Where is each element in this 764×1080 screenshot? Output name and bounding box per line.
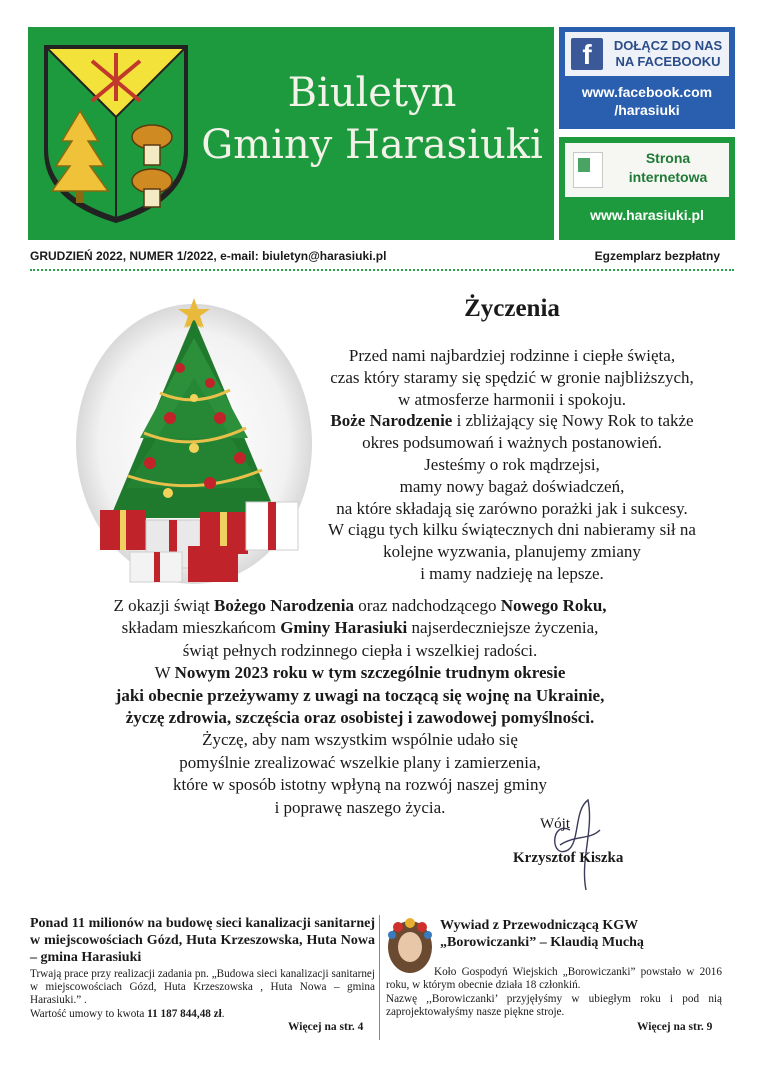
facebook-banner[interactable] — [559, 27, 735, 129]
facebook-url-line-2: /harasiuki — [614, 102, 680, 118]
wishes-bold: Nowego Roku, — [500, 596, 607, 615]
issue-info: GRUDZIEŃ 2022, NUMER 1/2022, e-mail: biuletyn@harasiuki.pl — [30, 249, 387, 263]
article-title-line-1: Wywiad z Przewodniczącą KGW — [440, 918, 639, 933]
wishes-text: Z okazji świąt — [113, 596, 215, 615]
wishes-text: najserdeczniejsze życzenia, — [407, 618, 599, 638]
contract-value: 11 187 844,48 zł — [147, 1007, 222, 1020]
free-copy-note: Egzemplarz bezpłatny — [594, 249, 720, 263]
handwritten-signature — [540, 790, 610, 900]
article-text: Nazwę ,,Borowiczanki’ przyjęłyśmy w ubiegłym roku i pod nią zaprojektowałyśmy nasze piękne stroje. — [386, 992, 722, 1019]
article-title-line-2: „Borowiczanki” – Klaudią Muchą — [440, 935, 644, 950]
wishes-line: pomyślnie zrealizować wszelkie plany i zamierzenia, — [179, 752, 541, 772]
wishes-line: życzę zdrowia, szczęścia oraz osobistej i zawodowej pomyślności. — [125, 708, 595, 728]
website-label-line-2: internetowa — [628, 169, 708, 185]
wishes-line: i poprawę naszego życia. — [274, 797, 446, 817]
join-line-1: DOŁĄCZ DO NAS — [613, 38, 723, 53]
wishes-line: świąt pełnych rodzinnego ciepła i wszelkiej radości. — [182, 640, 538, 660]
wishes-line: Jesteśmy o rok mądrzejsi, — [424, 454, 600, 474]
divider — [30, 269, 734, 271]
website-banner[interactable] — [559, 137, 735, 240]
facebook-url[interactable] — [559, 83, 735, 119]
join-line-2: NA FACEBOOKU — [615, 54, 721, 69]
article-text: . — [221, 1007, 225, 1020]
wishes-line: na które składają się zarówno porażki jak i sukcesy. — [336, 498, 688, 518]
website-label — [609, 149, 727, 187]
article-text: Koło Gospodyń Wiejskich „Borowiczanki” powstało w 2016 roku, w którym obecnie działa 18 członkiń. — [386, 966, 722, 992]
facebook-join-text — [609, 38, 727, 70]
wishes-bold: Nowym 2023 roku w tym szczególnie trudnym okresie — [174, 663, 566, 683]
wishes-text: W — [154, 663, 175, 683]
wishes-line — [60, 662, 660, 684]
wishes-line: mamy nowy bagaż doświadczeń, — [399, 476, 625, 496]
article-text: Wartość umowy to kwota — [30, 1007, 148, 1020]
title-line-2: Gminy Harasiuki — [201, 122, 543, 168]
wishes-line: i mamy nadzieję na lepsze. — [420, 563, 604, 583]
newsletter-title — [196, 67, 548, 171]
wishes-line — [60, 595, 660, 617]
article-body — [30, 968, 375, 1021]
wishes-line — [60, 617, 660, 639]
wishes-line: jaki obecnie przeżywamy z uwagi na toczącą się wojnę na Ukrainie, — [115, 685, 605, 705]
article-title: Ponad 11 milionów na budowę sieci kanalizacji sanitarnej w miejscowościach Gózd, Huta Krzeszowska, Huta Nowa – gmina Harasiuki — [30, 916, 375, 965]
wishes-line: kolejne wyzwania, planujemy zmiany — [383, 542, 641, 562]
column-divider — [379, 915, 380, 1040]
wishes-text: składam mieszkańcom — [121, 618, 281, 638]
signature-role: Wójt — [540, 816, 570, 832]
article-text: Trwają prace przy realizacji zadania pn. „Budowa sieci kanalizacji sanitarnej w miejscowościach Gózd, Huta Krzeszowska , Huta Nowa – gmina Harasiuki.” . — [30, 968, 375, 1007]
wishes-line: które w sposób istotny wpłyną na rozwój naszej gminy — [173, 775, 547, 795]
wishes-text: i zbliżający się Nowy Rok to także — [452, 411, 694, 431]
christmas-tree-image — [70, 298, 318, 590]
christmas-bold: Boże Narodzenie — [330, 411, 453, 431]
read-more-page-4[interactable]: Więcej na str. 4 — [288, 1021, 364, 1033]
wishes-line — [300, 410, 724, 432]
website-thumbnail-icon — [573, 152, 603, 188]
wishes-bold: Bożego Narodzenia — [214, 596, 354, 615]
website-panel — [565, 143, 729, 197]
wishes-line: Życzę, aby nam wszystkim wspólnie udało się — [202, 730, 518, 750]
coat-of-arms-icon — [40, 41, 192, 226]
wishes-line: Przed nami najbardziej rodzinne i ciepłe święta, — [348, 346, 676, 365]
signature-name: Krzysztof Kiszka — [513, 850, 624, 866]
article-interview-title — [440, 917, 730, 951]
article-interview-body — [386, 966, 722, 1020]
wishes-line: okres podsumowań i ważnych postanowień. — [362, 433, 662, 453]
wishes-line: W ciągu tych kilku świątecznych dni nabieramy sił na — [328, 520, 696, 540]
wishes-line: czas który staramy się spędzić w gronie najbliższych, — [330, 367, 694, 387]
facebook-url-line-1: www.facebook.com — [581, 84, 713, 100]
wishes-paragraph-2 — [60, 595, 660, 819]
wishes-bold: Gminy Harasiuki — [280, 618, 408, 638]
interviewee-portrait — [386, 917, 434, 973]
wishes-text: oraz nadchodzącego — [353, 596, 501, 615]
title-line-1: Biuletyn — [287, 70, 457, 116]
article-sewer-teaser — [30, 915, 375, 1021]
read-more-page-9[interactable]: Więcej na str. 9 — [637, 1021, 713, 1033]
website-url[interactable]: www.harasiuki.pl — [590, 207, 704, 223]
masthead — [28, 27, 554, 240]
wishes-heading: Życzenia — [464, 295, 560, 322]
wishes-line: w atmosferze harmonii i spokoju. — [397, 389, 627, 409]
wishes-paragraph-1 — [300, 345, 724, 585]
facebook-join-panel — [565, 32, 729, 76]
website-label-line-1: Strona — [645, 150, 691, 166]
facebook-icon: f — [571, 38, 603, 70]
